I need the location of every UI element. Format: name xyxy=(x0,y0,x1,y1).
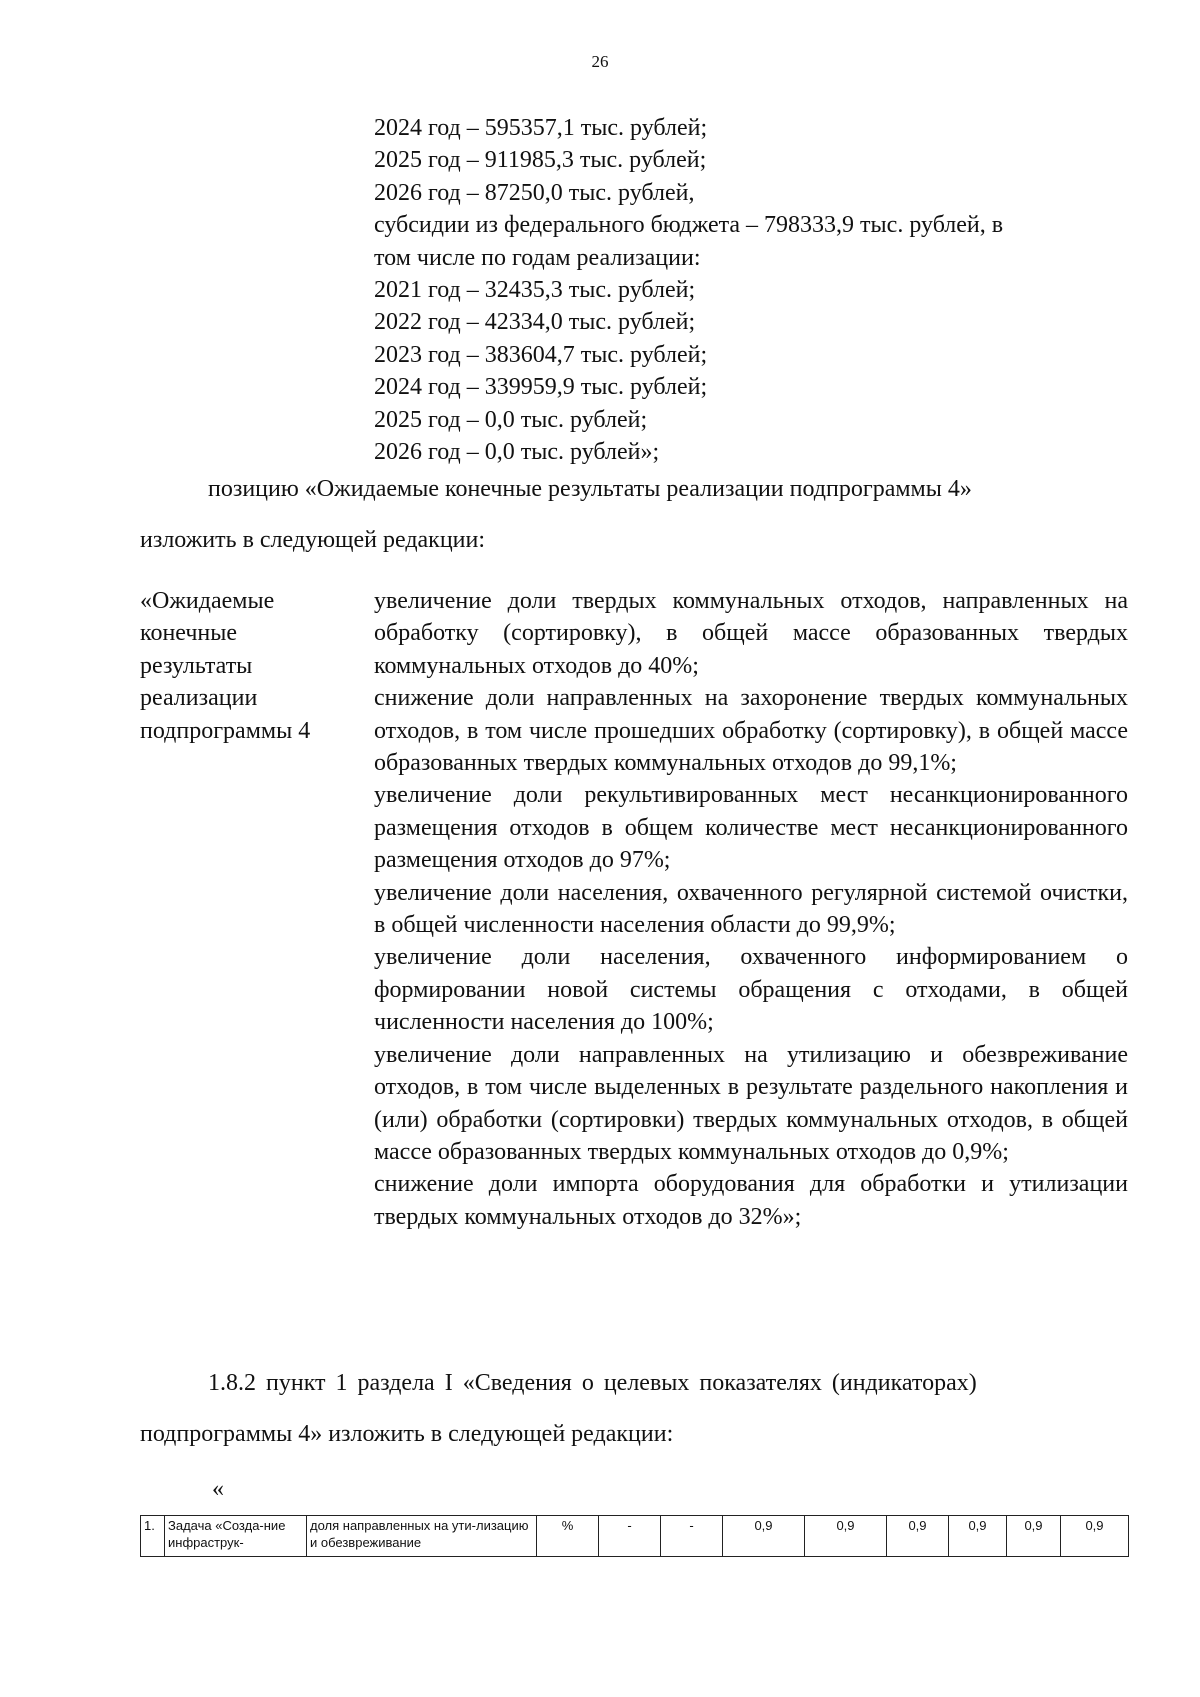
results-label-line: конечные xyxy=(140,620,238,647)
table-cell-value: - xyxy=(599,1516,661,1557)
opening-quote-mark: « xyxy=(212,1476,224,1502)
results-label-line: подпрограммы 4 xyxy=(140,717,311,744)
results-label xyxy=(140,585,310,747)
table-cell-value: 0,9 xyxy=(723,1516,805,1557)
funding-line: 2021 год – 32435,3 тыс. рублей; xyxy=(374,277,696,304)
table-cell-value: 0,9 xyxy=(805,1516,887,1557)
funding-line: субсидии из федерального бюджета – 798333,9 тыс. рублей, в xyxy=(374,212,1004,239)
indicators-table xyxy=(140,1515,1129,1557)
result-item: увеличение доли направленных на утилизацию и обезвреживание отходов, в том числе выделенных в результате раздельного накопления и (или) обработки (сортировки) твердых коммунальных отходов, в общей массе образованных твердых коммунальных отходов до 0,9%; xyxy=(374,1041,1128,1165)
funding-line: 2024 год – 595357,1 тыс. рублей; xyxy=(374,115,708,141)
table-cell-value: 0,9 xyxy=(1007,1516,1061,1557)
result-item: снижение доли импорта оборудования для обработки и утилизации твердых коммунальных отходов до 32%»; xyxy=(374,1171,1128,1230)
table-cell-value: 0,9 xyxy=(949,1516,1007,1557)
funding-line: 2026 год – 87250,0 тыс. рублей, xyxy=(374,179,695,206)
paragraph-section-item: 1.8.2 пункт 1 раздела I «Сведения о целевых показателях (индикаторах) xyxy=(208,1370,977,1396)
result-item: увеличение доли населения, охваченного информированием о формировании новой системы обращения с отходами, в общей численности населения до 100%; xyxy=(374,944,1128,1036)
results-list xyxy=(374,585,1128,1233)
result-item: снижение доли направленных на захоронение твердых коммунальных отходов, в том числе прошедших обработку (сортировку), в общей массе образованных твердых коммунальных отходов до 99,1%; xyxy=(374,685,1128,777)
funding-line: 2022 год – 42334,0 тыс. рублей; xyxy=(374,309,696,336)
funding-line: 2025 год – 911985,3 тыс. рублей; xyxy=(374,147,707,174)
results-label-line: реализации xyxy=(140,685,258,712)
result-item: увеличение доли населения, охваченного регулярной системой очистки, в общей численности населения области до 99,9%; xyxy=(374,879,1128,939)
funding-line: 2023 год – 383604,7 тыс. рублей; xyxy=(374,341,708,368)
paragraph-position-intro: позицию «Ожидаемые конечные результаты реализации подпрограммы 4» xyxy=(208,476,972,502)
funding-line: 2025 год – 0,0 тыс. рублей; xyxy=(374,406,648,433)
funding-line: 2026 год – 0,0 тыс. рублей»; xyxy=(374,439,660,466)
funding-line: том числе по годам реализации: xyxy=(374,244,701,271)
table-cell-value: 0,9 xyxy=(1061,1516,1129,1557)
funding-breakdown xyxy=(374,112,1003,468)
table-cell-task: Задача «Созда-ние инфраструк- xyxy=(165,1516,307,1557)
table-cell-value: 0,9 xyxy=(887,1516,949,1557)
table-cell-indicator: доля направленных на ути-лизацию и обезвреживание xyxy=(307,1516,537,1557)
page-number: 26 xyxy=(591,52,609,71)
result-item: увеличение доли рекультивированных мест несанкционированного размещения отходов в общем количестве мест несанкционированного размещения отходов до 97%; xyxy=(374,782,1128,874)
table-cell-number: 1. xyxy=(141,1516,165,1557)
results-label-line: «Ожидаемые xyxy=(140,588,275,614)
paragraph-section-item-cont: подпрограммы 4» изложить в следующей редакции: xyxy=(140,1421,674,1447)
funding-line: 2024 год – 339959,9 тыс. рублей; xyxy=(374,374,708,401)
paragraph-edition-note: изложить в следующей редакции: xyxy=(140,527,486,553)
results-label-line: результаты xyxy=(140,652,253,679)
table-cell-value: - xyxy=(661,1516,723,1557)
table-row xyxy=(141,1516,1129,1557)
result-item: увеличение доли твердых коммунальных отходов, направленных на обработку (сортировку), в общей массе образованных твердых коммунальных отходов до 40%; xyxy=(374,588,1128,679)
table-cell-unit: % xyxy=(537,1516,599,1557)
